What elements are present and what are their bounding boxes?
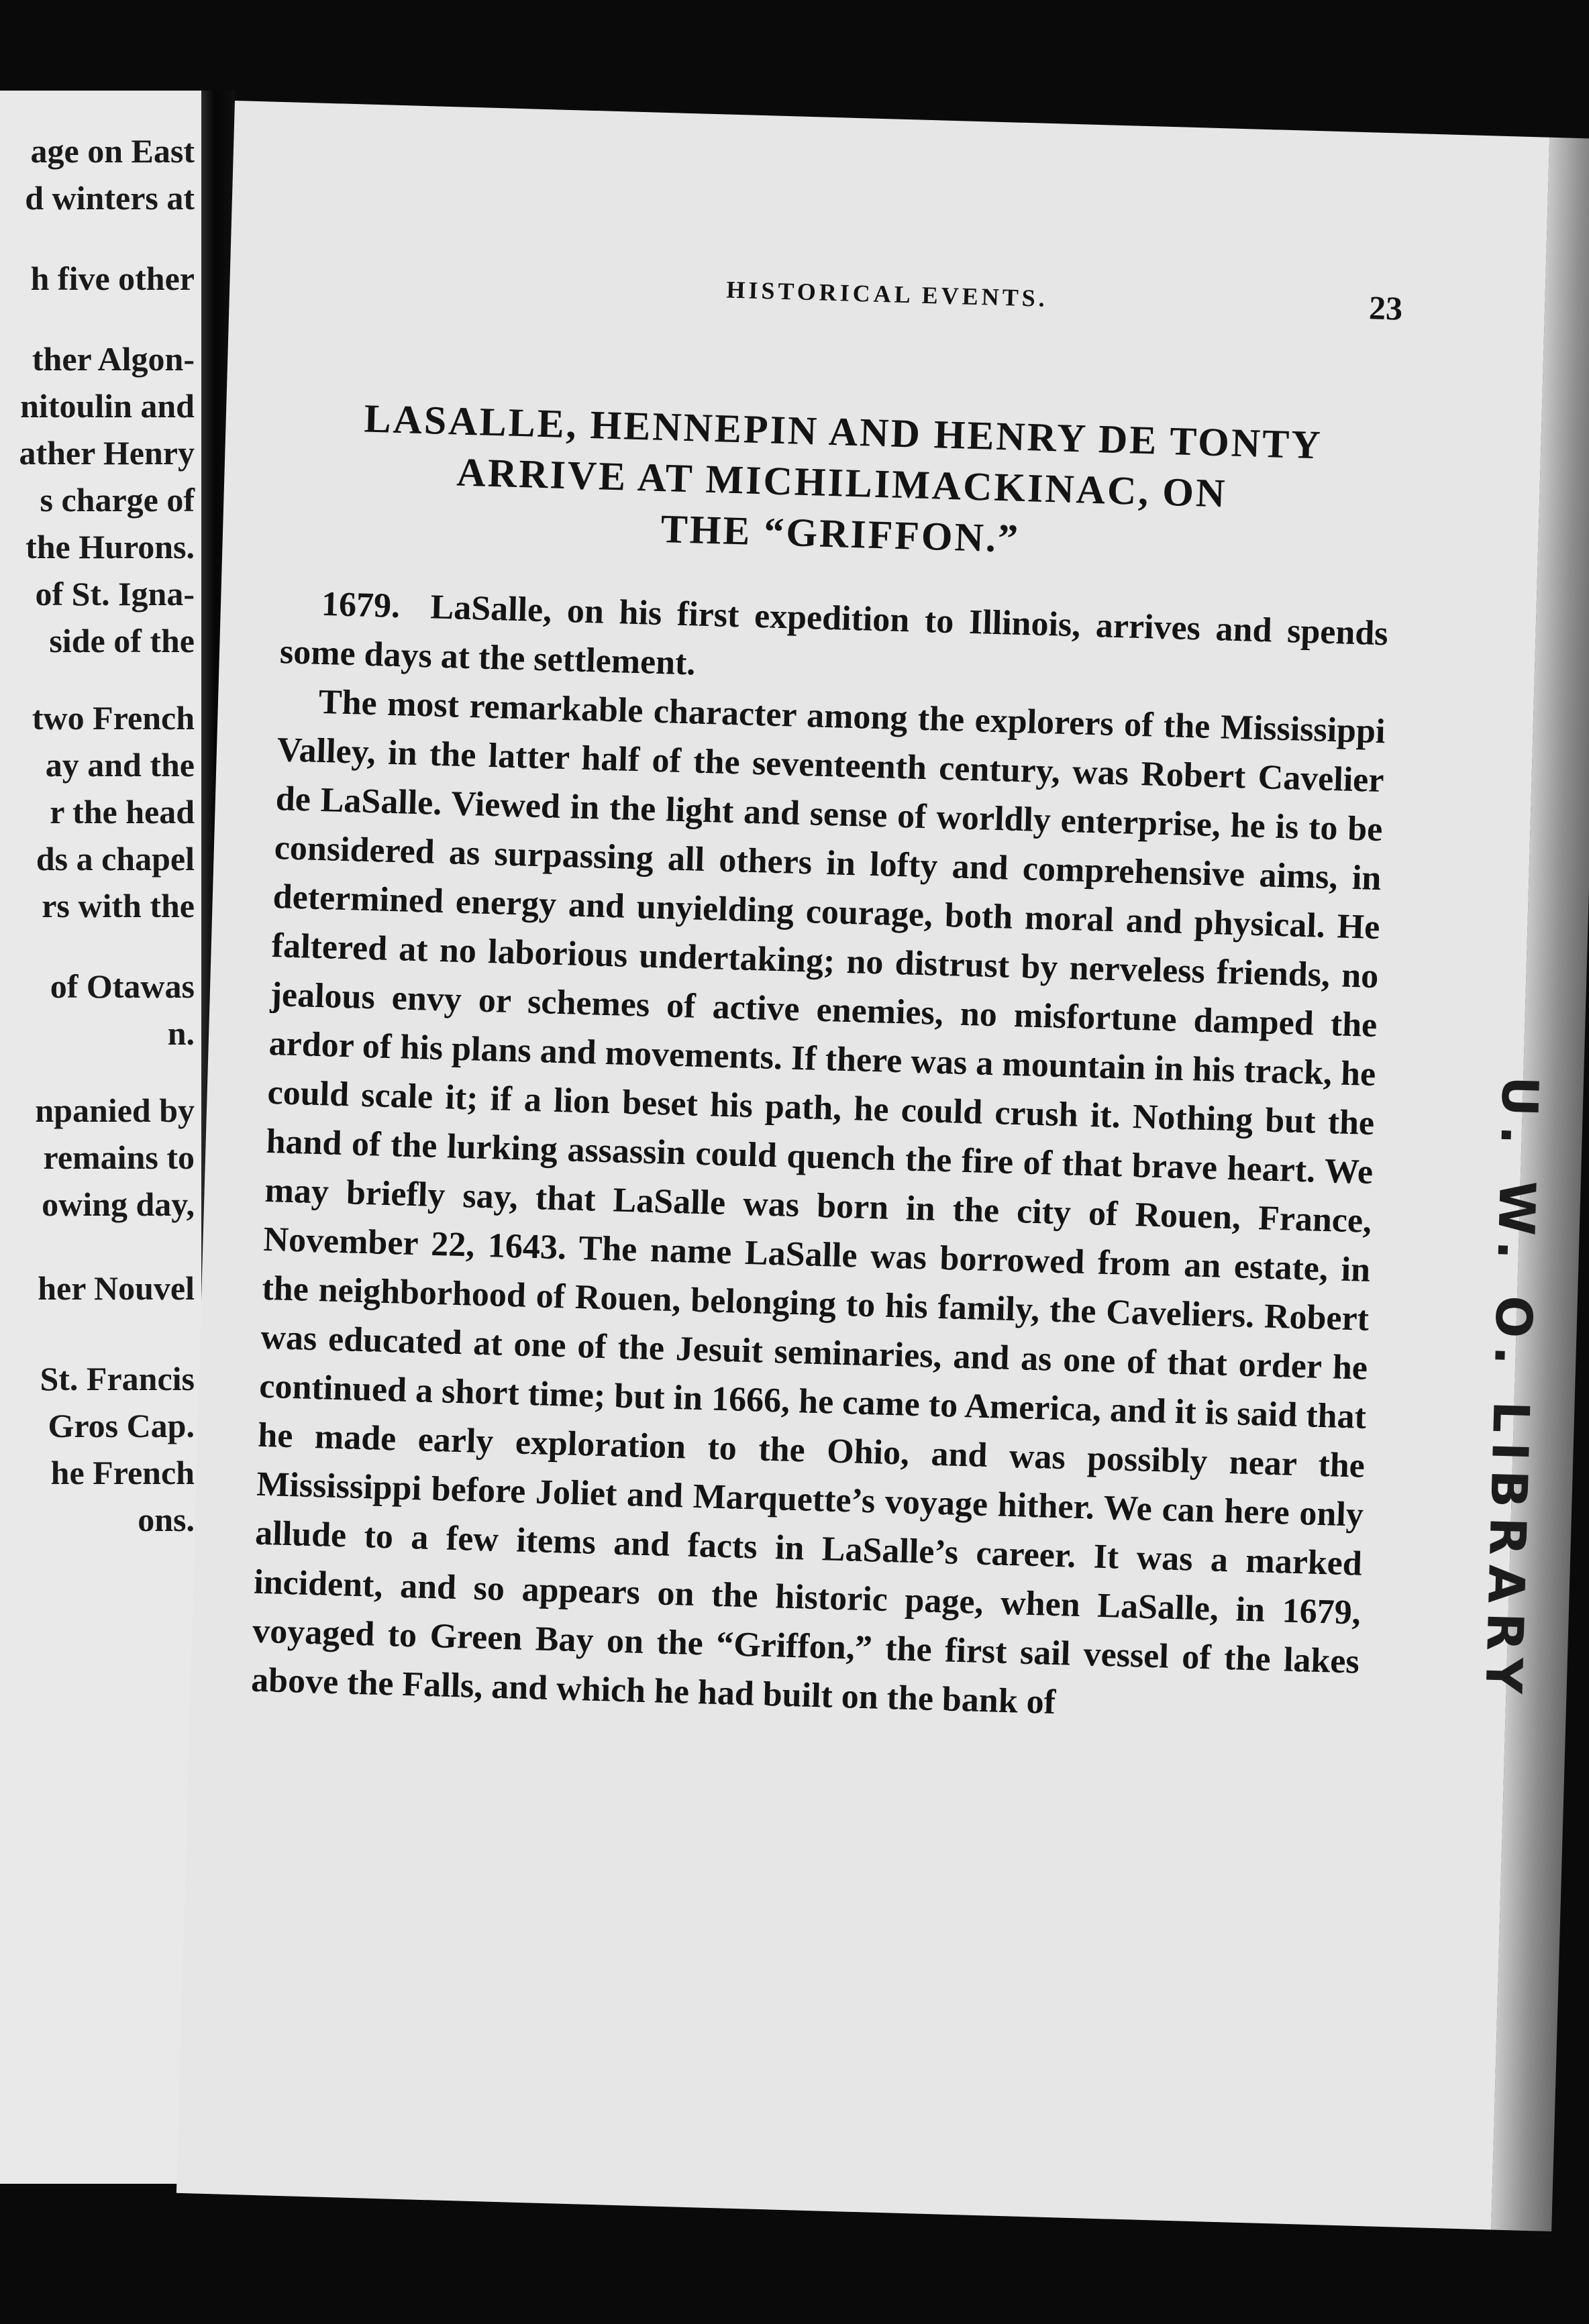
left-page-line: rs with the	[42, 887, 195, 925]
right-page	[176, 101, 1549, 2230]
left-page-line: St. Francis	[40, 1360, 195, 1397]
left-page-line: n.	[167, 1014, 195, 1052]
left-page-line: s charge of	[40, 481, 195, 519]
left-page-line: owing day,	[42, 1185, 195, 1223]
left-page-line: remains to	[43, 1139, 195, 1176]
paragraph-2: The most remarkable character among the explorers of the Mississippi Valley, in the latter half of the seventeenth century, was Robert Cavelier de LaSalle. Viewed in the light and sense of worldly enterprise, he is to be considered as surpassing all others in lofty and comprehensive aims, in determined energy and unyielding courage, both moral and physical. He faltered at no laborious undertaking; no distrust by nerveless friends, no jealous envy or schemes of active enemies, no misfortune damped the ardor of his plans and movements. If there was a mountain in his track, he could scale it; if a lion beset his path, he could crush it. Nothing but the hand of the lurking assassin could quench the fire of that brave heart. We may briefly say, that LaSalle was born in the city of Rouen, France, November 22, 1643. The name LaSalle was borrowed from an estate, in the neighborhood of Rouen, belonging to his family, the Caveliers. Robert was educated at one of the Jesuit seminaries, and as one of that order he continued a short time; but in 1666, he came to America, and it is said that he made early exploration to the Ohio, and was possibly near the Mississippi before Joliet and Marquette’s voyage hither. We can here only allude to a few items and facts in LaSalle’s career. It was a marked incident, and so appears on the historic page, when LaSalle, in 1679, voyaged to Green Bay on the “Griffon,” the first sail vessel of the lakes above the Falls, and which he had built on the bank of	[250, 682, 1386, 1722]
left-page-line: age on East	[30, 132, 195, 170]
body-text	[250, 578, 1388, 1735]
left-page-line: of St. Igna-	[35, 575, 195, 613]
title-line: THE “GRIFFON.”	[660, 506, 1021, 561]
left-page-line: of Otawas	[50, 967, 195, 1005]
left-page-line: side of the	[49, 622, 195, 659]
chapter-title	[290, 391, 1394, 575]
left-page-line: h five other	[30, 260, 195, 297]
left-page-line: her Nouvel	[38, 1269, 195, 1307]
left-page-line: two French	[32, 699, 195, 737]
left-page-line: ather Henry	[19, 434, 195, 472]
left-page-line: the Hurons.	[25, 528, 195, 566]
left-page-line: ay and the	[45, 746, 195, 784]
left-page-line: ons.	[138, 1501, 195, 1538]
page-number: 23	[1368, 288, 1403, 327]
title-line: LASALLE, HENNEPIN AND HENRY DE TONTY	[363, 396, 1323, 468]
paragraph-1-text: LaSalle, on his first expedition to Illinois, arrives and spends some days at the settlement.	[279, 588, 1389, 683]
left-page-line: Gros Cap.	[48, 1407, 195, 1444]
left-page	[0, 91, 201, 2184]
year-label: 1679.	[321, 584, 401, 626]
left-page-line: nitoulin and	[20, 387, 195, 425]
right-page-wrapper	[176, 101, 1549, 2230]
running-head: HISTORICAL EVENTS.	[725, 276, 1049, 312]
left-page-line: he French	[50, 1454, 195, 1491]
title-line: ARRIVE AT MICHILIMACKINAC, ON	[456, 450, 1228, 516]
left-page-line: ds a chapel	[36, 840, 195, 878]
left-page-line: npanied by	[35, 1092, 195, 1129]
library-stamp: U. W. O. LIBRARY	[1474, 1075, 1549, 1704]
left-page-line: r the head	[50, 793, 195, 831]
left-page-line: ther Algon-	[32, 340, 195, 378]
left-page-line: d winters at	[25, 179, 195, 217]
